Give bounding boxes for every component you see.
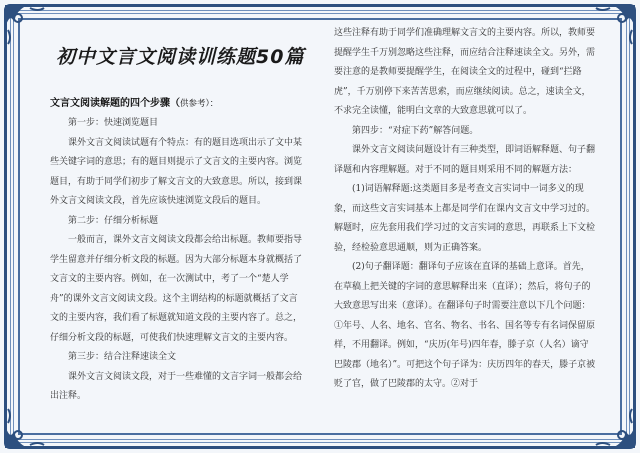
step-two-heading: 第二步：仔细分析标题 — [68, 215, 159, 226]
paragraph: (2)句子翻译题：翻译句子应该在直译的基础上意译。首先，在草稿上把关键的字词的意思解释出来（直译）；然后，将句子的大致意思写出来（意译）。在翻译句子时需要注意以下几个问题：①年号、人名、地名、官名、物名、书名、国名等专有名词保留原样，不用翻译。例如，“庆历(年号)四年春，滕子京（人名）谪守巴陵郡（地名）”。可把这个句子译为：庆历四年的春天，滕子京被贬了官，做了巴陵郡的太守。②对于 — [334, 262, 596, 389]
paragraph: 课外文言文阅读问题设计有三种类型，即词语解释题、句子翻译题和内容理解题。对于不同的题目则采用不同的解题方法： — [334, 145, 596, 175]
section-heading-note: 供参考）： — [180, 99, 219, 109]
paragraph: 课外文言文阅读文段，对于一些难懂的文言字词一般都会给出注释。 — [50, 371, 303, 401]
page-title: 初中文言文阅读训练题50篇 — [56, 46, 305, 68]
document-page — [36, 24, 606, 429]
step-three-heading: 第三步：结合注释速读全文 — [68, 352, 177, 362]
paragraph: 一般而言，课外文言文阅读文段都会给出标题。教师要指导学生留意并仔细分析文段的标题。因为大部分标题本身就概括了文言文的主要内容。例如，在一次测试中，考了一个“楚人学舟”的课外文言文阅读文段。这个主谓结构的标题就概括了文言文的主要内容，我们看了标题就知道文段的主要内容了。总之，仔细分析文段的标题，可使我们快速理解文言文的主要内容。 — [50, 235, 303, 343]
paragraph: 这些注释有助于同学们准确理解文言文的主要内容。所以，教师要提醒学生千万别忽略这些注释，而应结合注释速读全文。另外，需要注意的是教师要提醒学生，在阅读全文的过程中，碰到“拦路虎”，千万别停下来苦苦思索，而应继续阅读。总之，速读全文，不求完全读懂，能明白文章的大致意思就可以了。 — [334, 28, 596, 116]
step-four-heading: 第四步：“对症下药”解答问题。 — [352, 125, 479, 136]
section-heading-text: 文言文阅读解题的四个步骤（ — [50, 98, 180, 109]
step-one-heading: 第一步：快速浏览题目 — [68, 118, 159, 128]
paragraph: 课外文言文阅读试题有个特点：有的题目选项出示了文中某些关键字词的意思；有的题目则提示了文言文的主要内容。浏览题目，有助于同学们初步了解文言文的大致意思。所以，接到课外文言文阅读文段，首先应该快速浏览文段后的题目。 — [50, 137, 303, 206]
right-column — [334, 24, 596, 395]
paragraph: (1)词语解释题:这类题目多是考查文言实词中一词多义的现象，而这些文言实词基本上都是同学们在课内文言文中学习过的。解题时，应先套用我们学习过的文言实词的意思，再联系上下文检验，经检验意思通顺，则为正确答案。 — [334, 184, 596, 253]
section-heading — [50, 94, 305, 114]
left-column — [50, 24, 305, 407]
